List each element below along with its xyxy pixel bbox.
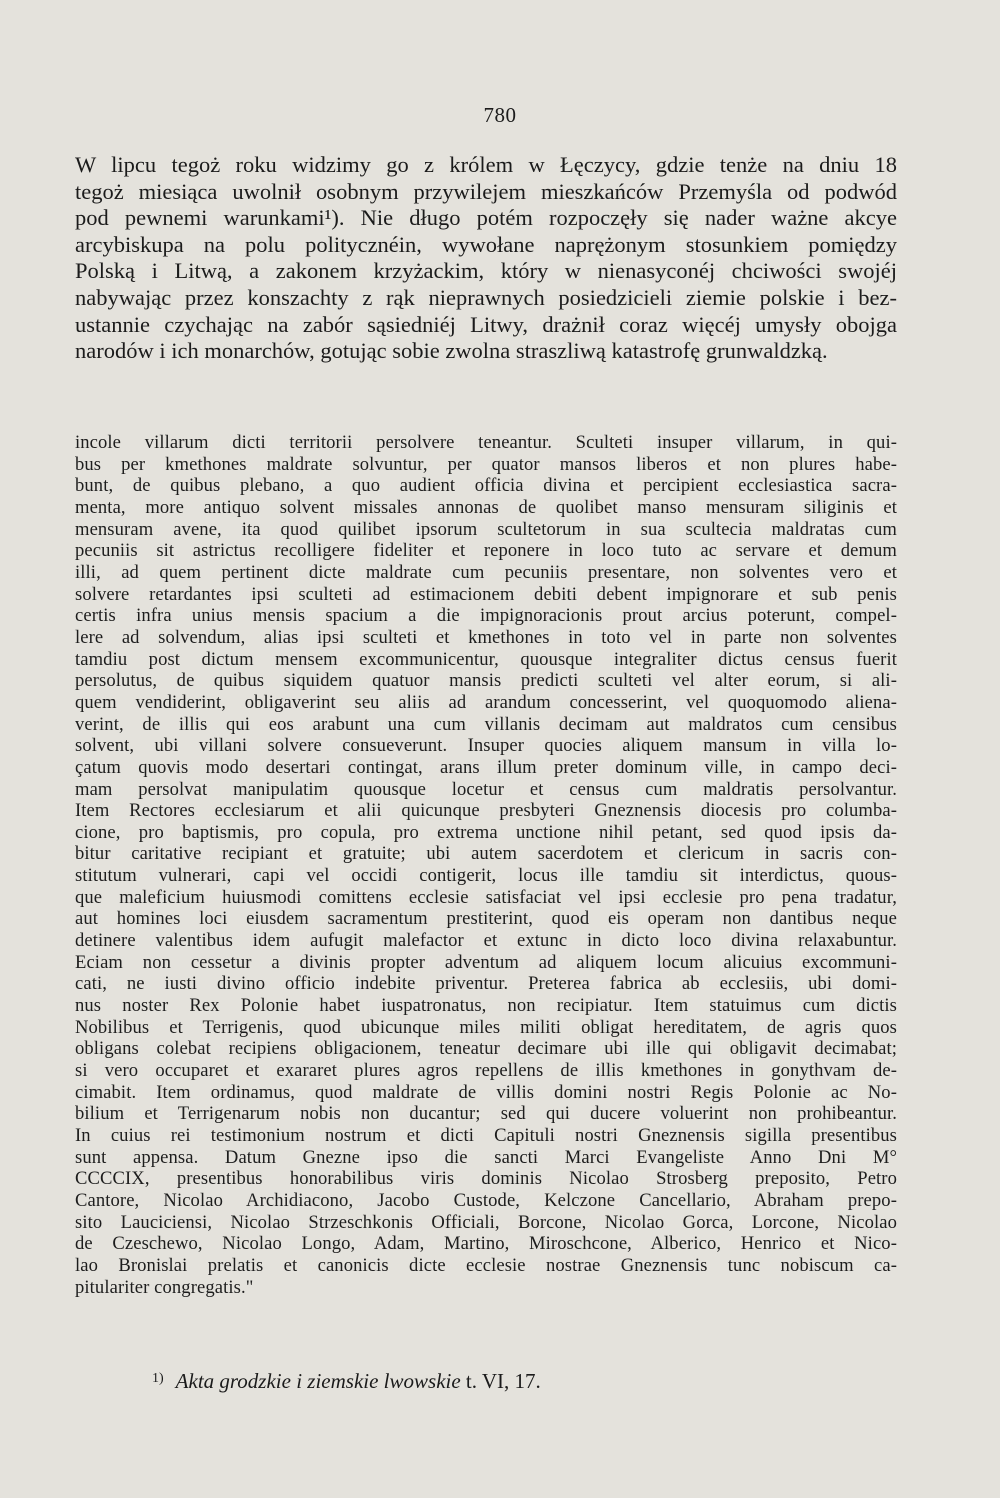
charter-line: bitur caritative recipiant et gratuite; ubi autem sacerdotem et clericum in sacris con- bbox=[75, 843, 897, 865]
charter-line: si vero occuparet et exararet plures agros repellens de illis kmethones in gonythvam de- bbox=[75, 1060, 897, 1082]
charter-line: certis infra unius mensis spacium a die impignoracionis prout arcius poterunt, compel- bbox=[75, 605, 897, 627]
charter-line: quem vendiderint, obligaverint seu aliis ad arandum concesserint, vel quoquomodo aliena- bbox=[75, 691, 897, 713]
charter-line: nus noster Rex Polonie habet iuspatronatus, non recipiatur. Item statuimus cum dictis bbox=[75, 995, 897, 1017]
charter-line: pecuniis sit astrictus recolligere fideliter et reponere in loco tuto ac servare et demum bbox=[75, 540, 897, 562]
charter-line: mensuram avene, ita quod quilibet ipsorum scultetorum in sua scultecia maldratas cum bbox=[75, 518, 897, 540]
charter-line: bilium et Terrigenarum nobis non ducantur; sed qui ducere voluerint non prohibeantur. bbox=[75, 1103, 897, 1125]
charter-line: de Czeschewo, Nicolao Longo, Adam, Martino, Miroschcone, Alberico, Henrico et Nico- bbox=[75, 1233, 897, 1255]
charter-line: Item Rectores ecclesiarum et alii quicunque presbyteri Gneznensis diocesis pro columba- bbox=[75, 800, 897, 822]
text-line: ustannie czychając na zabór sąsiedniéj Litwy, drażnił coraz więcéj umysły obojga bbox=[75, 311, 897, 337]
charter-line: obligans colebat recipiens obligacionem, teneatur decimare ubi ille qui obligavit decimabat; bbox=[75, 1038, 897, 1060]
charter-line: verint, de illis qui eos arabunt una cum villanis decimam aut maldratos cum censibus bbox=[75, 713, 897, 735]
latin-charter-text bbox=[75, 432, 897, 1298]
footnote-marker: 1) bbox=[152, 1371, 164, 1386]
charter-line: illi, ad quem pertinent dicte maldrate cum pecuniis presentare, non solventes vero et bbox=[75, 561, 897, 583]
charter-line: lere ad solvendum, alias ipsi sculteti et kmethones in toto vel in parte non solventes bbox=[75, 626, 897, 648]
text-line: Polską i Litwą, a zakonem krzyżackim, który w nienasyconéj chciwości swojéj bbox=[75, 258, 897, 284]
charter-line: que maleficium huiusmodi comittens ecclesie satisfaciat vel ipsi ecclesie pro pena tradatur, bbox=[75, 886, 897, 908]
text-line: narodów i ich monarchów, gotując sobie zwolna straszliwą katastrofę grunwaldzką. bbox=[75, 338, 828, 364]
text-line: arcybiskupa na polu politycznéin, wywołane naprężonym stosunkiem pomiędzy bbox=[75, 231, 897, 257]
charter-line: menta, more antiquo solvent missales annonas de quolibet manso mensuram siliginis et bbox=[75, 496, 897, 518]
charter-line: Nobilibus et Terrigenis, quod ubicunque miles militi obligat hereditatem, de agris quos bbox=[75, 1016, 897, 1038]
charter-line: bunt, de quibus plebano, a quo audient officia divina et percipient ecclesiastica sacra- bbox=[75, 475, 897, 497]
text-line: tegoż miesiąca uwolnił osobnym przywilejem mieszkańców Przemyśla od podwód bbox=[75, 178, 897, 204]
charter-line: CCCCIX, presentibus honorabilibus viris dominis Nicolao Strosberg preposito, Petro bbox=[75, 1168, 897, 1190]
charter-line: cione, pro baptismis, pro copula, pro extrema unctione nihil petant, sed quod ipsis da- bbox=[75, 821, 897, 843]
charter-line: sito Lauciciensi, Nicolao Strzeschkonis Officiali, Borcone, Nicolao Gorca, Lorcone, Nicolao bbox=[75, 1211, 897, 1233]
text-line: nabywając przez konszachty z rąk nieprawnych posiedzicieli ziemie polskie i bez- bbox=[75, 284, 897, 310]
charter-line: In cuius rei testimonium nostrum et dicti Capituli nostri Gneznensis sigilla presentibus bbox=[75, 1125, 897, 1146]
text-line: pod pewnemi warunkami¹). Nie długo potém rozpoczęły się nader ważne akcye bbox=[75, 205, 897, 231]
footnote-source: Akta grodzkie i ziemskie lwowskie bbox=[175, 1369, 461, 1393]
charter-line: tamdiu post dictum mensem excommunicentur, quousque integraliter dictus census fuerit bbox=[75, 648, 897, 670]
charter-line: mam persolvat manipulatim quousque locetur et census cum maldratis persolvantur. bbox=[75, 778, 897, 800]
charter-line: stitutum vulnerari, capi vel occidi contigerit, locus ille tamdiu sit interdictus, quous- bbox=[75, 865, 897, 887]
footnote-reference: t. VI, 17. bbox=[465, 1369, 541, 1393]
charter-line: çatum quovis modo desertari contingat, arans illum preter dominum ville, in campo deci- bbox=[75, 756, 897, 778]
charter-line: aut homines loci eiusdem sacramentum prestiterint, quod eis operam non dantibus neque bbox=[75, 908, 897, 930]
charter-line: pitulariter congregatis." bbox=[75, 1276, 254, 1298]
charter-line: incole villarum dicti territorii persolvere teneantur. Sculteti insuper villarum, in qui- bbox=[75, 432, 897, 453]
charter-line: solvere retardantes ipsi sculteti ad estimacionem debiti debent impignorare et sub penis bbox=[75, 583, 897, 605]
charter-line: detinere valentibus idem aufugit malefactor et extunc in dicto loco divina relaxabuntur. bbox=[75, 930, 897, 952]
charter-line: sunt appensa. Datum Gnezne ipso die sancti Marci Evangeliste Anno Dni M° bbox=[75, 1146, 897, 1168]
charter-line: lao Bronislai prelatis et canonicis dicte ecclesie nostrae Gneznensis tunc nobiscum ca- bbox=[75, 1254, 897, 1276]
text-line: W lipcu tegoż roku widzimy go z królem w Łęczycy, gdzie tenże na dniu 18 bbox=[75, 152, 897, 177]
charter-line: Eciam non cessetur a divinis propter adventum ad aliquem locum alicuius excommuni- bbox=[75, 951, 897, 973]
charter-line: bus per kmethones maldrate solvuntur, per quator mansos liberos et non plures habe- bbox=[75, 453, 897, 475]
polish-paragraph bbox=[75, 152, 897, 365]
charter-line: cati, ne iusti divino officio indebite priventur. Preterea fabrica ab ecclesiis, ubi domi- bbox=[75, 973, 897, 995]
page-number: 780 bbox=[483, 103, 517, 127]
footnote bbox=[152, 1369, 541, 1394]
charter-line: solvent, ubi villani solvere consueverunt. Insuper quocies aliquem mansum in villa lo- bbox=[75, 735, 897, 757]
charter-line: Cantore, Nicolao Archidiacono, Jacobo Custode, Kelczone Cancellario, Abraham prepo- bbox=[75, 1189, 897, 1211]
charter-line: cimabit. Item ordinamus, quod maldrate de villis domini nostri Regis Polonie ac No- bbox=[75, 1081, 897, 1103]
charter-line: persolutus, de quibus siquidem quatuor mansis predicti sculteti vel alter eorum, si ali- bbox=[75, 670, 897, 692]
